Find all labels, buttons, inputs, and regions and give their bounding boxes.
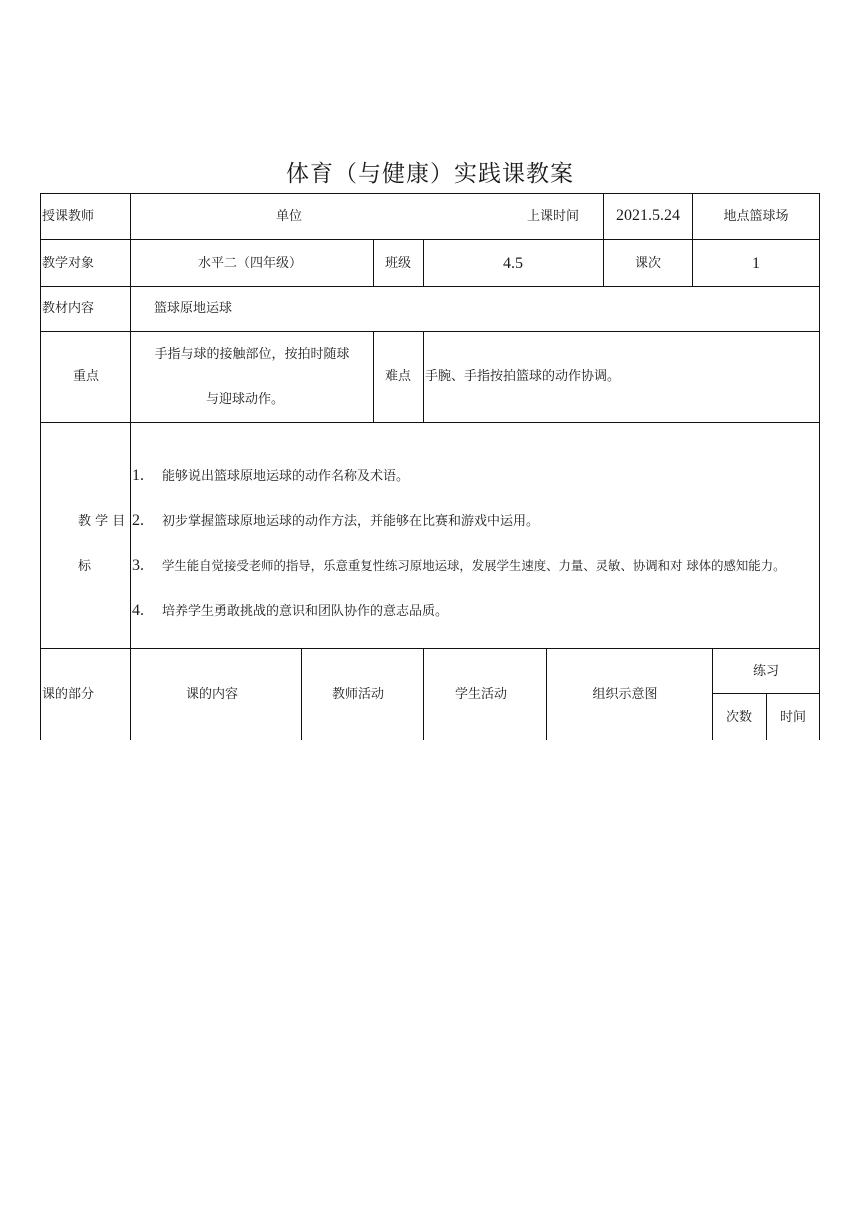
lesson-place: 地点篮球场 xyxy=(723,209,789,224)
table-border-top xyxy=(40,193,820,194)
row-divider xyxy=(40,286,820,287)
header-student-activity: 学生活动 xyxy=(454,687,508,702)
table-border-right xyxy=(819,193,820,649)
difficulty-label-right xyxy=(423,331,424,422)
label-column-divider xyxy=(130,193,131,740)
row-divider xyxy=(40,422,820,423)
header-content: 课的内容 xyxy=(185,687,239,702)
header-teacher-activity: 教师活动 xyxy=(331,687,385,702)
class-label-left xyxy=(373,239,374,286)
header-part: 课的部分 xyxy=(42,687,95,702)
target-label: 教学对象 xyxy=(42,256,95,271)
header-divider xyxy=(712,648,713,740)
row-divider xyxy=(40,239,820,240)
goal-text: 学生能自觉接受老师的指导，乐意重复性练习原地运球，发展学生速度、力量、灵敏、协调和对 球体的感知能力。 xyxy=(162,558,786,573)
goal-number: 1. xyxy=(132,467,144,484)
material-label: 教材内容 xyxy=(42,301,95,316)
page-title: 体育（与健康）实践课教案 xyxy=(286,161,574,187)
table-border-left xyxy=(40,193,41,740)
goal-text: 初步掌握篮球原地运球的动作方法，并能够在比赛和游戏中运用。 xyxy=(162,514,540,529)
target-value: 水平二（四年级） xyxy=(197,256,303,271)
lesson-label: 课次 xyxy=(634,256,662,271)
unit-label: 单位 xyxy=(275,209,303,224)
class-value: 4.5 xyxy=(503,255,523,272)
class-label-right xyxy=(423,239,424,286)
goal-number: 2. xyxy=(132,512,144,529)
header-divider xyxy=(301,648,302,740)
lesson-date: 2021.5.24 xyxy=(616,207,680,224)
header-times: 次数 xyxy=(725,710,753,725)
header-duration: 时间 xyxy=(779,710,807,725)
key-point-line1: 手指与球的接触部位，按拍时随球 xyxy=(154,347,350,362)
header-divider xyxy=(546,648,547,740)
header-practice: 练习 xyxy=(752,664,780,679)
lesson-number: 1 xyxy=(752,255,760,272)
goals-label-line2: 标 xyxy=(78,559,92,574)
goal-text: 能够说出篮球原地运球的动作名称及术语。 xyxy=(162,469,410,484)
time-label: 上课时间 xyxy=(526,209,580,224)
goals-label-line1: 教 学 目 xyxy=(78,514,126,529)
class-label: 班级 xyxy=(384,256,412,271)
date-cell-left xyxy=(603,193,604,286)
key-point-line2: 与迎球动作。 xyxy=(205,392,285,407)
practice-subdivider xyxy=(766,693,767,740)
date-cell-right xyxy=(692,193,693,286)
difficulty-value: 手腕、手指按拍篮球的动作协调。 xyxy=(425,369,621,384)
table-border-right-lower xyxy=(819,648,820,740)
goal-number: 3. xyxy=(132,557,144,574)
row-divider xyxy=(40,331,820,332)
row-divider xyxy=(40,648,820,649)
header-diagram: 组织示意图 xyxy=(592,687,658,702)
goal-number: 4. xyxy=(132,602,144,619)
material-value: 篮球原地运球 xyxy=(154,301,233,316)
teacher-label: 授课教师 xyxy=(42,209,95,224)
key-point-label: 重点 xyxy=(72,369,100,384)
goal-text: 培养学生勇敢挑战的意识和团队协作的意志品质。 xyxy=(162,604,449,619)
header-divider xyxy=(423,648,424,740)
difficulty-label: 难点 xyxy=(384,369,412,384)
difficulty-label-left xyxy=(373,331,374,422)
